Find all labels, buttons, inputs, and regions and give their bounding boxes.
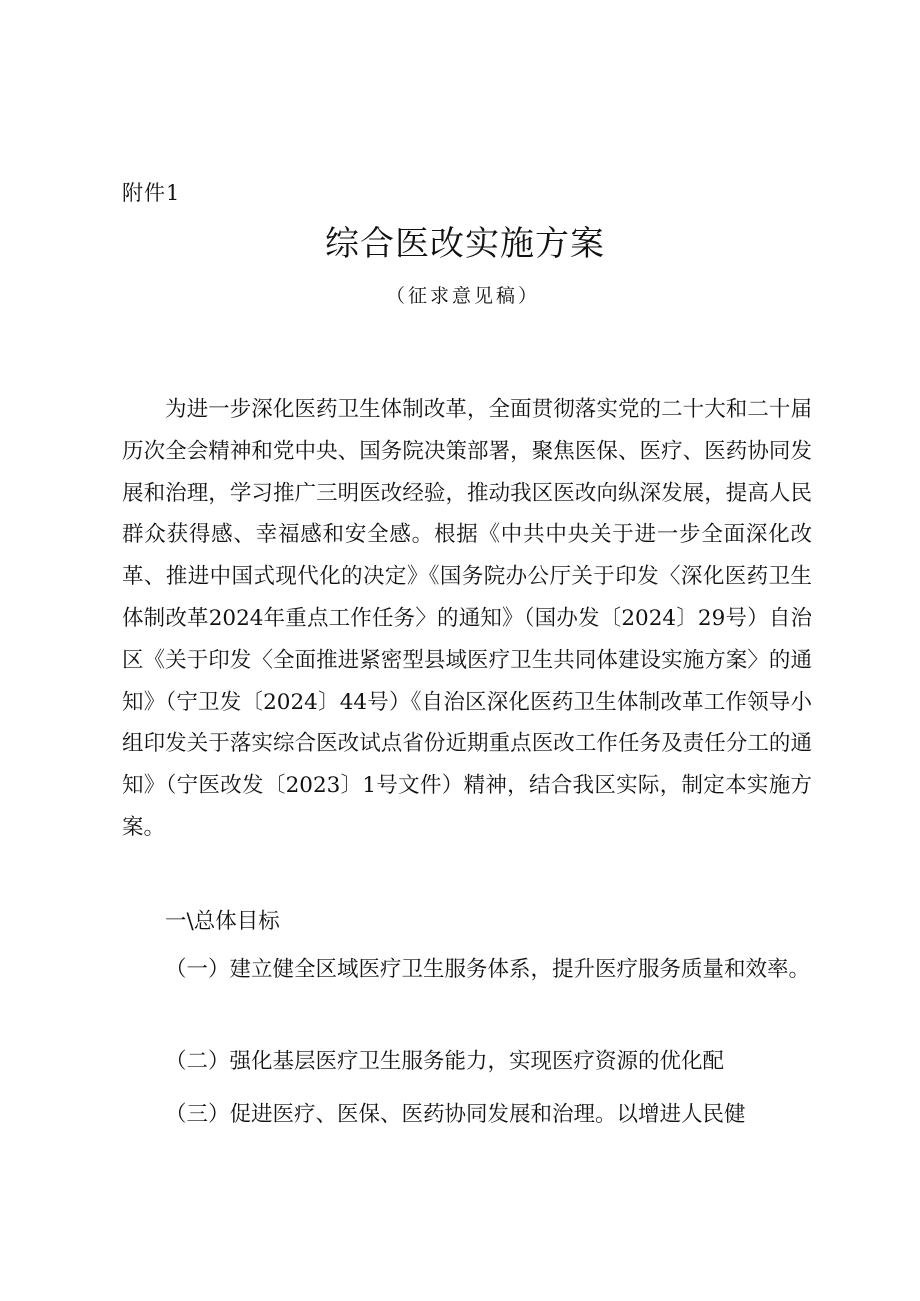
goal-item-1: （一）建立健全区域医疗卫生服务体系，提升医疗服务质量和效率。 <box>165 957 811 982</box>
document-subtitle: （征求意见稿） <box>385 285 540 307</box>
intro-paragraph: 为进一步深化医药卫生体制改革，全面贯彻落实党的二十大和二十届历次全会精神和党中央、国务院决策部署，聚焦医保、医疗、医药协同发展和治理，学习推广三明医改经验，推动我区医改向纵深发展，提高人民群众获得感、幸福感和安全感。根据《中共中央关于进一步全面深化改革、推进中国式现代化的决定》《国务院办公厅关于印发〈深化医药卫生体制改革2024年重点工作任务〉的通知》（国办发〔2024〕29号）自治区《关于印发〈全面推进紧密型县域医疗卫生共同体建设实施方案〉的通知》（宁卫发〔2024〕44号）《自治区深化医药卫生体制改革工作领导小组印发关于落实综合医改试点省份近期重点医改工作任务及责任分工的通知》（宁医改发〔2023〕1号文件）精神，结合我区实际，制定本实施方案。 <box>122 397 812 840</box>
goal-item-3: （三）促进医疗、医保、医药协同发展和治理。以增进人民健 <box>165 1102 746 1127</box>
document-title: 综合医改实施方案 <box>325 224 605 264</box>
attachment-label: 附件1 <box>122 181 181 205</box>
section-heading-overall-goals: 一\总体目标 <box>165 909 280 934</box>
goal-item-2: （二）强化基层医疗卫生服务能力，实现医疗资源的优化配 <box>165 1049 725 1074</box>
